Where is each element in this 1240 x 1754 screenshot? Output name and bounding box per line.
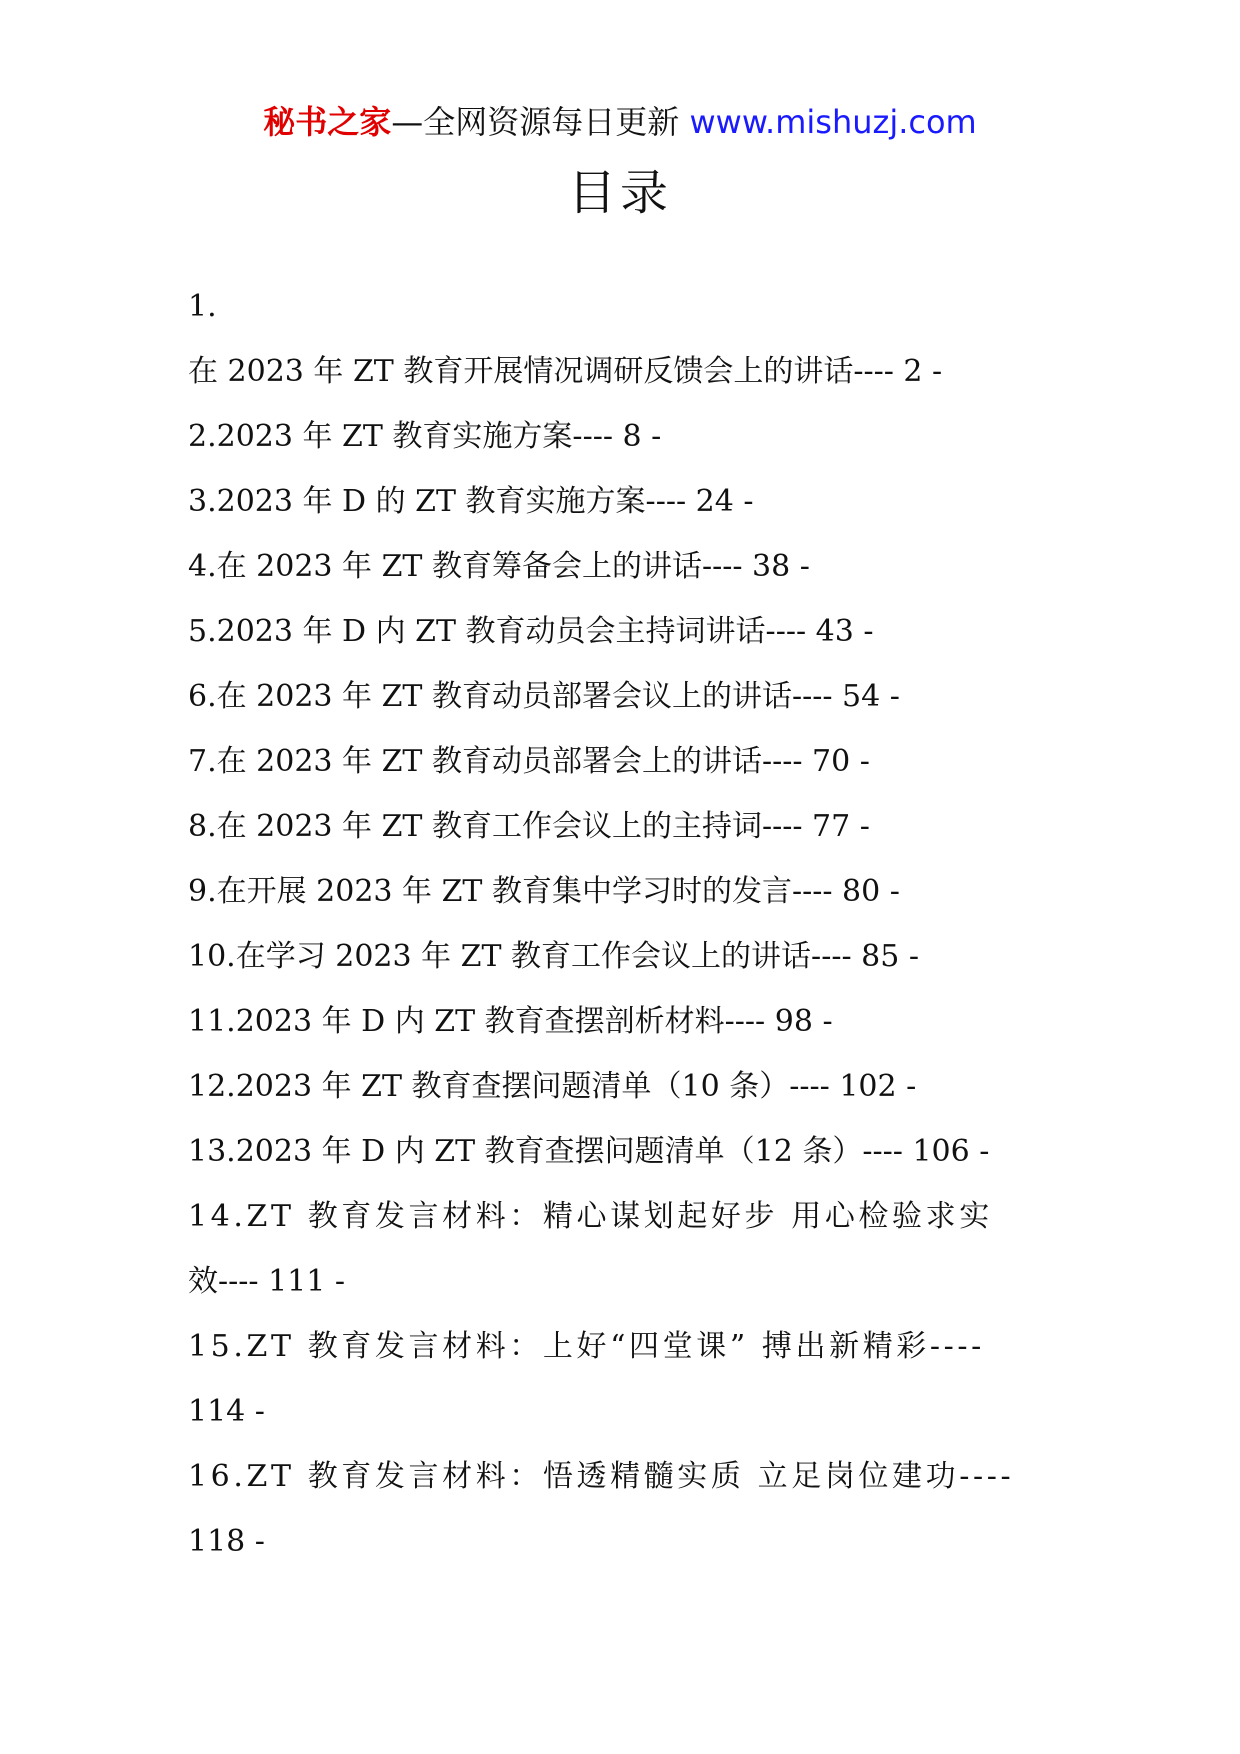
toc-entry-4[interactable]: 4.在 2023 年 ZT 教育筹备会上的讲话---- 38 -: [188, 549, 810, 584]
toc-entry-14[interactable]: 14.ZT 教育发言材料：精心谋划起好步 用心检验求实: [188, 1199, 993, 1234]
toc-entry-6[interactable]: 6.在 2023 年 ZT 教育动员部署会议上的讲话---- 54 -: [188, 679, 900, 714]
toc-entry-12[interactable]: 12.2023 年 ZT 教育查摆问题清单（10 条）---- 102 -: [188, 1069, 917, 1104]
toc-entry-16-continued[interactable]: 118 -: [188, 1524, 265, 1559]
toc-entry-2[interactable]: 2.2023 年 ZT 教育实施方案---- 8 -: [188, 419, 662, 454]
toc-entry-3[interactable]: 3.2023 年 D 的 ZT 教育实施方案---- 24 -: [188, 484, 754, 519]
toc-entry-8[interactable]: 8.在 2023 年 ZT 教育工作会议上的主持词---- 77 -: [188, 809, 870, 844]
site-url-link[interactable]: www.mishuzj.com: [689, 103, 977, 141]
toc-entry-13[interactable]: 13.2023 年 D 内 ZT 教育查摆问题清单（12 条）---- 106 -: [188, 1134, 990, 1169]
toc-title: 目录: [567, 165, 672, 221]
toc-entry-15[interactable]: 15.ZT 教育发言材料：上好“四堂课” 搏出新精彩----: [188, 1329, 985, 1364]
brand-name: 秘书之家: [263, 103, 392, 141]
toc-entry-16[interactable]: 16.ZT 教育发言材料：悟透精髓实质 立足岗位建功----: [188, 1459, 1015, 1494]
toc-entry-10[interactable]: 10.在学习 2023 年 ZT 教育工作会议上的讲话---- 85 -: [188, 939, 919, 974]
toc-entry-14-continued[interactable]: 效---- 111 -: [188, 1264, 346, 1299]
header-tagline: —全网资源每日更新: [391, 103, 680, 141]
toc-entry-15-continued[interactable]: 114 -: [188, 1394, 265, 1429]
toc-list: [188, 274, 1058, 1574]
toc-entry-1-number[interactable]: 1.: [188, 289, 217, 324]
site-header-banner: [0, 100, 1240, 144]
toc-entry-9[interactable]: 9.在开展 2023 年 ZT 教育集中学习时的发言---- 80 -: [188, 874, 900, 909]
toc-entry-7[interactable]: 7.在 2023 年 ZT 教育动员部署会上的讲话---- 70 -: [188, 744, 870, 779]
toc-entry-1[interactable]: 在 2023 年 ZT 教育开展情况调研反馈会上的讲话---- 2 -: [188, 354, 943, 389]
toc-entry-11[interactable]: 11.2023 年 D 内 ZT 教育查摆剖析材料---- 98 -: [188, 1004, 833, 1039]
toc-entry-5[interactable]: 5.2023 年 D 内 ZT 教育动员会主持词讲话---- 43 -: [188, 614, 874, 649]
